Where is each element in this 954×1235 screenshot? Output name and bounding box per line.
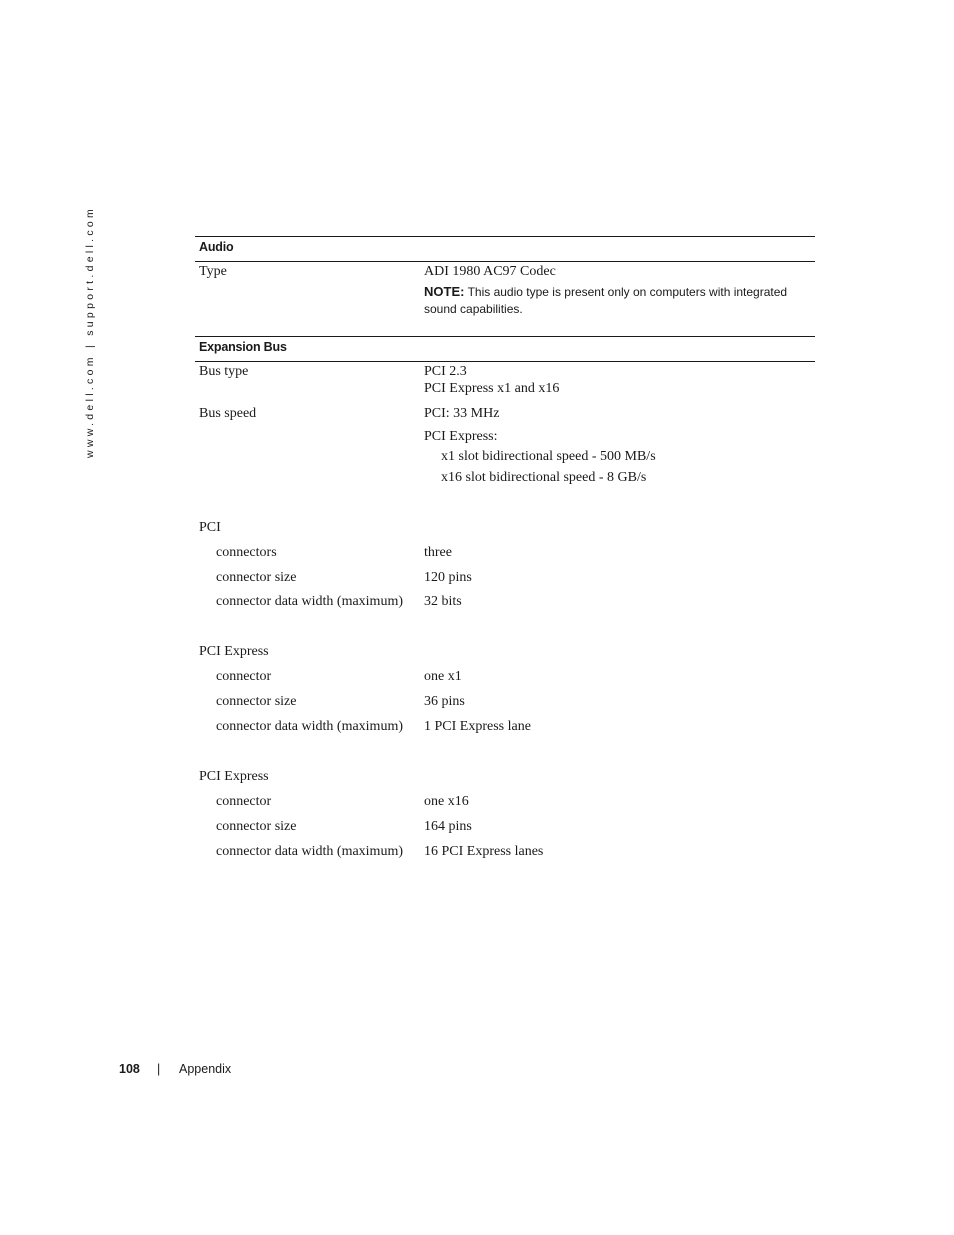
spec-value: 120 pins [424,570,472,585]
spec-value: one x1 [424,669,462,684]
spec-value: one x16 [424,794,469,809]
bus-type-value-2: PCI Express x1 and x16 [424,381,560,396]
spec-label: connector size [216,570,297,585]
spec-label: connector data width (maximum) [216,719,403,734]
audio-top-rule [195,236,815,237]
spec-value: three [424,545,452,560]
spec-value: 36 pins [424,694,465,709]
bus-type-value-1: PCI 2.3 [424,364,467,379]
footer-section: Appendix [179,1062,232,1076]
expansion-header-rule [195,361,815,362]
spec-value: 32 bits [424,594,462,609]
spec-value: 1 PCI Express lane [424,719,531,734]
footer-separator: | [157,1062,161,1076]
expansion-top-rule [195,336,815,337]
bus-speed-x16: x16 slot bidirectional speed - 8 GB/s [441,470,647,485]
group-title-pcie-x16: PCI Express [199,769,269,784]
bus-type-label: Bus type [199,364,249,379]
note-label: NOTE: [424,284,465,299]
bus-speed-x1: x1 slot bidirectional speed - 500 MB/s [441,449,656,464]
spec-label: connector size [216,819,297,834]
side-url-text: www.dell.com | support.dell.com [84,205,96,458]
spec-label: connector [216,794,272,809]
bus-speed-pci: PCI: 33 MHz [424,406,500,421]
spec-value: 164 pins [424,819,472,834]
spec-label: connectors [216,545,277,560]
spec-value: 16 PCI Express lanes [424,844,544,859]
expansion-header: Expansion Bus [199,340,287,354]
type-label: Type [199,264,227,279]
spec-label: connector data width (maximum) [216,844,403,859]
spec-label: connector size [216,694,297,709]
group-title-pcie-x1: PCI Express [199,644,269,659]
note-text: This audio type is present only on computers with integrated sound capabilities. [424,285,788,316]
bus-speed-pcie: PCI Express: [424,429,498,444]
type-value: ADI 1980 AC97 Codec [424,264,556,279]
page-number: 108 [119,1062,140,1076]
spec-label: connector [216,669,272,684]
group-title-pci: PCI [199,520,221,535]
audio-note [424,283,816,318]
spec-label: connector data width (maximum) [216,594,403,609]
bus-speed-label: Bus speed [199,406,257,421]
audio-header: Audio [199,240,234,254]
audio-header-rule [195,261,815,262]
